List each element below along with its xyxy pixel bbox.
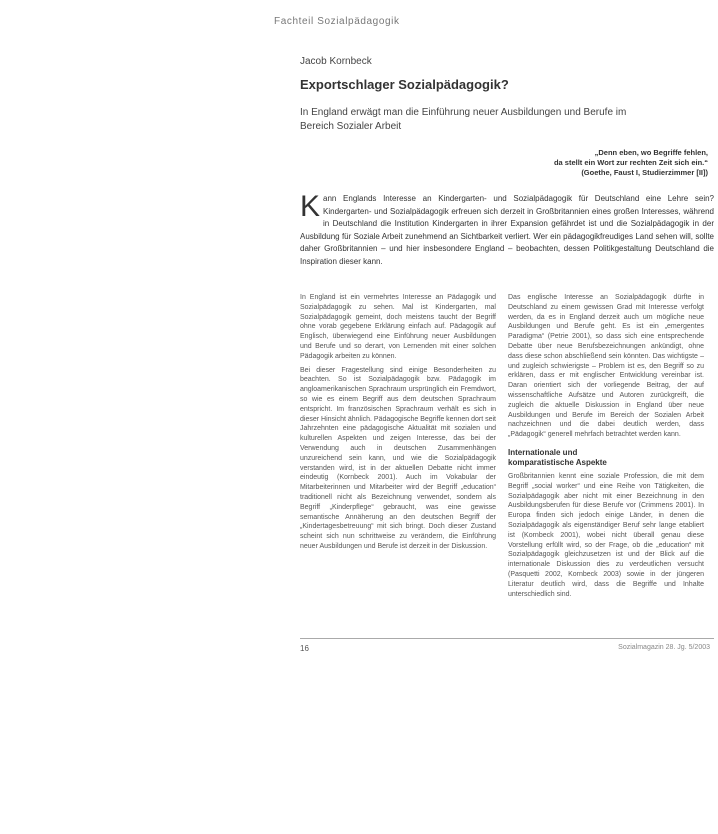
footer-divider: [300, 638, 714, 639]
journal-footer: Sozialmagazin 28. Jg. 5/2003: [618, 644, 710, 651]
quote-line-1: „Denn eben, wo Begriffe fehlen,: [594, 148, 708, 157]
article-subtitle: In England erwägt man die Einführung neuer Ausbildungen und Berufe im Bereich Sozialer Arbeit: [300, 107, 627, 132]
intro-text: ann Englands Interesse an Kindergarten- und Sozialpädagogik für Deutschland eine Lehre sein? Kindergarten- und Sozialpädagogik erfreuen sich derzeit in Großbritannien eines großen Interesses, während in Deutschland die Institution Kindergarten in ihrer Expansion gefährdet ist und die Sozialpädagogik in der Ausbildung für Soziale Arbeit zunehmend an Sichtbarkeit verliert. Wer ein pädagogikfreudiges Land sehen will, sollte daher Großbritannien – und hier insbesondere England – beobachten, dessen Politikgestaltung Deutschland die Inspiration dieser kann.: [300, 194, 714, 266]
section-heading: [508, 448, 704, 468]
drop-cap: K: [300, 190, 321, 223]
right-column: [508, 293, 704, 603]
left-column-paragraph-1: In England ist ein vermehrtes Interesse an Pädagogik und Sozialpädagogik zu sehen. Mal ist Kindergarten, mal Sozialpädagogik gemeint, doch meistens taucht der Begriff ohne vorab gegebene Erklärung einfach auf. Pädagogik auf Englisch, überwiegend eine Einführung neuer Ausbildungen und Berufe und so derart, von Lernenden mit einer solchen Pädagogik arbeiten zu können.: [300, 294, 496, 360]
left-column-paragraph-2: Bei dieser Fragestellung sind einige Besonderheiten zu beachten. So ist Sozialpädagogik bzw. Pädagogik im angloamerikanischen Sprachraum ursprünglich ein Fremdwort, so wie es einem Begriff aus dem deutschen Sprachraum entspricht. Im französischen Sprachraum verhält es sich in dieser Hinsicht ähnlich. Pädagogische Begriffe kennen dort seit Jahrzehnten eine pädagogische Aktualität mit sozialen und kulturellen Aspekten und zeigen Interesse, das bei der Verwendung auch in deutschen Zusammenhängen unzureichend sein kann, und wie die Sozialpädagogik verstanden wird, ist in der aktuellen Debatte nicht immer eindeutig (Kornbeck 2001). Auch im Vokabular der Mitarbeiterinnen und Mitarbeiter wird der Begriff „education“ traditionell nicht als Bezeichnung verwendet, sondern als Begriff „Kinderpflege“ gebraucht, was eine gewisse semantische Annäherung an den deutschen Begriff der „Kindertagesbetreuung“ mit sich bringt. Doch dieser Zustand scheint sich nun schrittweise zu verändern, die Einführung neuer Ausbildungen und Berufe ist derzeit in der Diskussion.: [300, 366, 496, 550]
section-header: Fachteil Sozialpädagogik: [274, 16, 400, 27]
article-author: Jacob Kornbeck: [300, 56, 372, 67]
right-column-paragraph-1: Das englische Interesse an Sozialpädagogik dürfte in Deutschland zu einem gewissen Grad mit Interesse verfolgt werden, da es in England derzeit auch um mögliche neue Ausbildungen und Berufe geht. Es ist ein „emergentes Paradigma“ (Petrie 2001), so dass sich eine entsprechende Debatte über neue Berufsbezeichnungen ankündigt, ohne dass diese schon abschließend sein könnten. Das wichtigste – und zugleich schwierigste – Problem ist es, den Begriff so zu erklären, dass er mit englischer Entwicklung vereinbar ist. Daran orientiert sich der vorliegende Beitrag, der auf wissenschaftliche Aufsätze und Autoren zurückgreift, die zugleich die aktuelle Diskussion in England über neue Ausbildungen und Berufe im Bereich der Sozialen Arbeit nachzeichnen und die dabei deutlich werden, dass „Pädagogik“ generell mehrfach betrachtet werden kann.: [508, 294, 704, 439]
page-number: 16: [300, 644, 309, 653]
left-column: [300, 293, 496, 556]
section-heading-line-1: Internationale und: [508, 447, 578, 457]
section-heading-line-2: komparatistische Aspekte: [508, 457, 607, 467]
quote-source: (Goethe, Faust I, Studierzimmer [II]): [581, 168, 708, 177]
intro-paragraph: [300, 190, 714, 269]
article-title: Exportschlager Sozialpädagogik?: [300, 77, 509, 92]
epigraph-quote: [478, 148, 708, 178]
quote-line-2: da stellt ein Wort zur rechten Zeit sich ein.“: [553, 158, 708, 167]
right-column-paragraph-2: Großbritannien kennt eine soziale Profession, die mit dem Begriff „social worker“ und eine Reihe von Tätigkeiten, die Sozialpädagogik aber nicht mit einer Bezeichnung in den Ausbildungsberufen für diese Berufe vor (Crimmens 2001). In Europa finden sich jedoch einige Länder, in denen die Sozialpädagogik als eigenständiger Beruf sehr lange etabliert ist (Kornbeck 2001), wobei nicht überall genau diese Vorstellung erfüllt wird, so der Frage, ob die „education“ mit Sozialpädagogik gleichzusetzen ist und der Blick auf die internationale Diskussion dies zu verdeutlichen versucht (Pasquetti 2002, Kornbeck 2003) sowie in der jüngeren Literatur deutlich wird, dass die Begriffe und Inhalte unterschiedlich sind.: [508, 472, 704, 598]
